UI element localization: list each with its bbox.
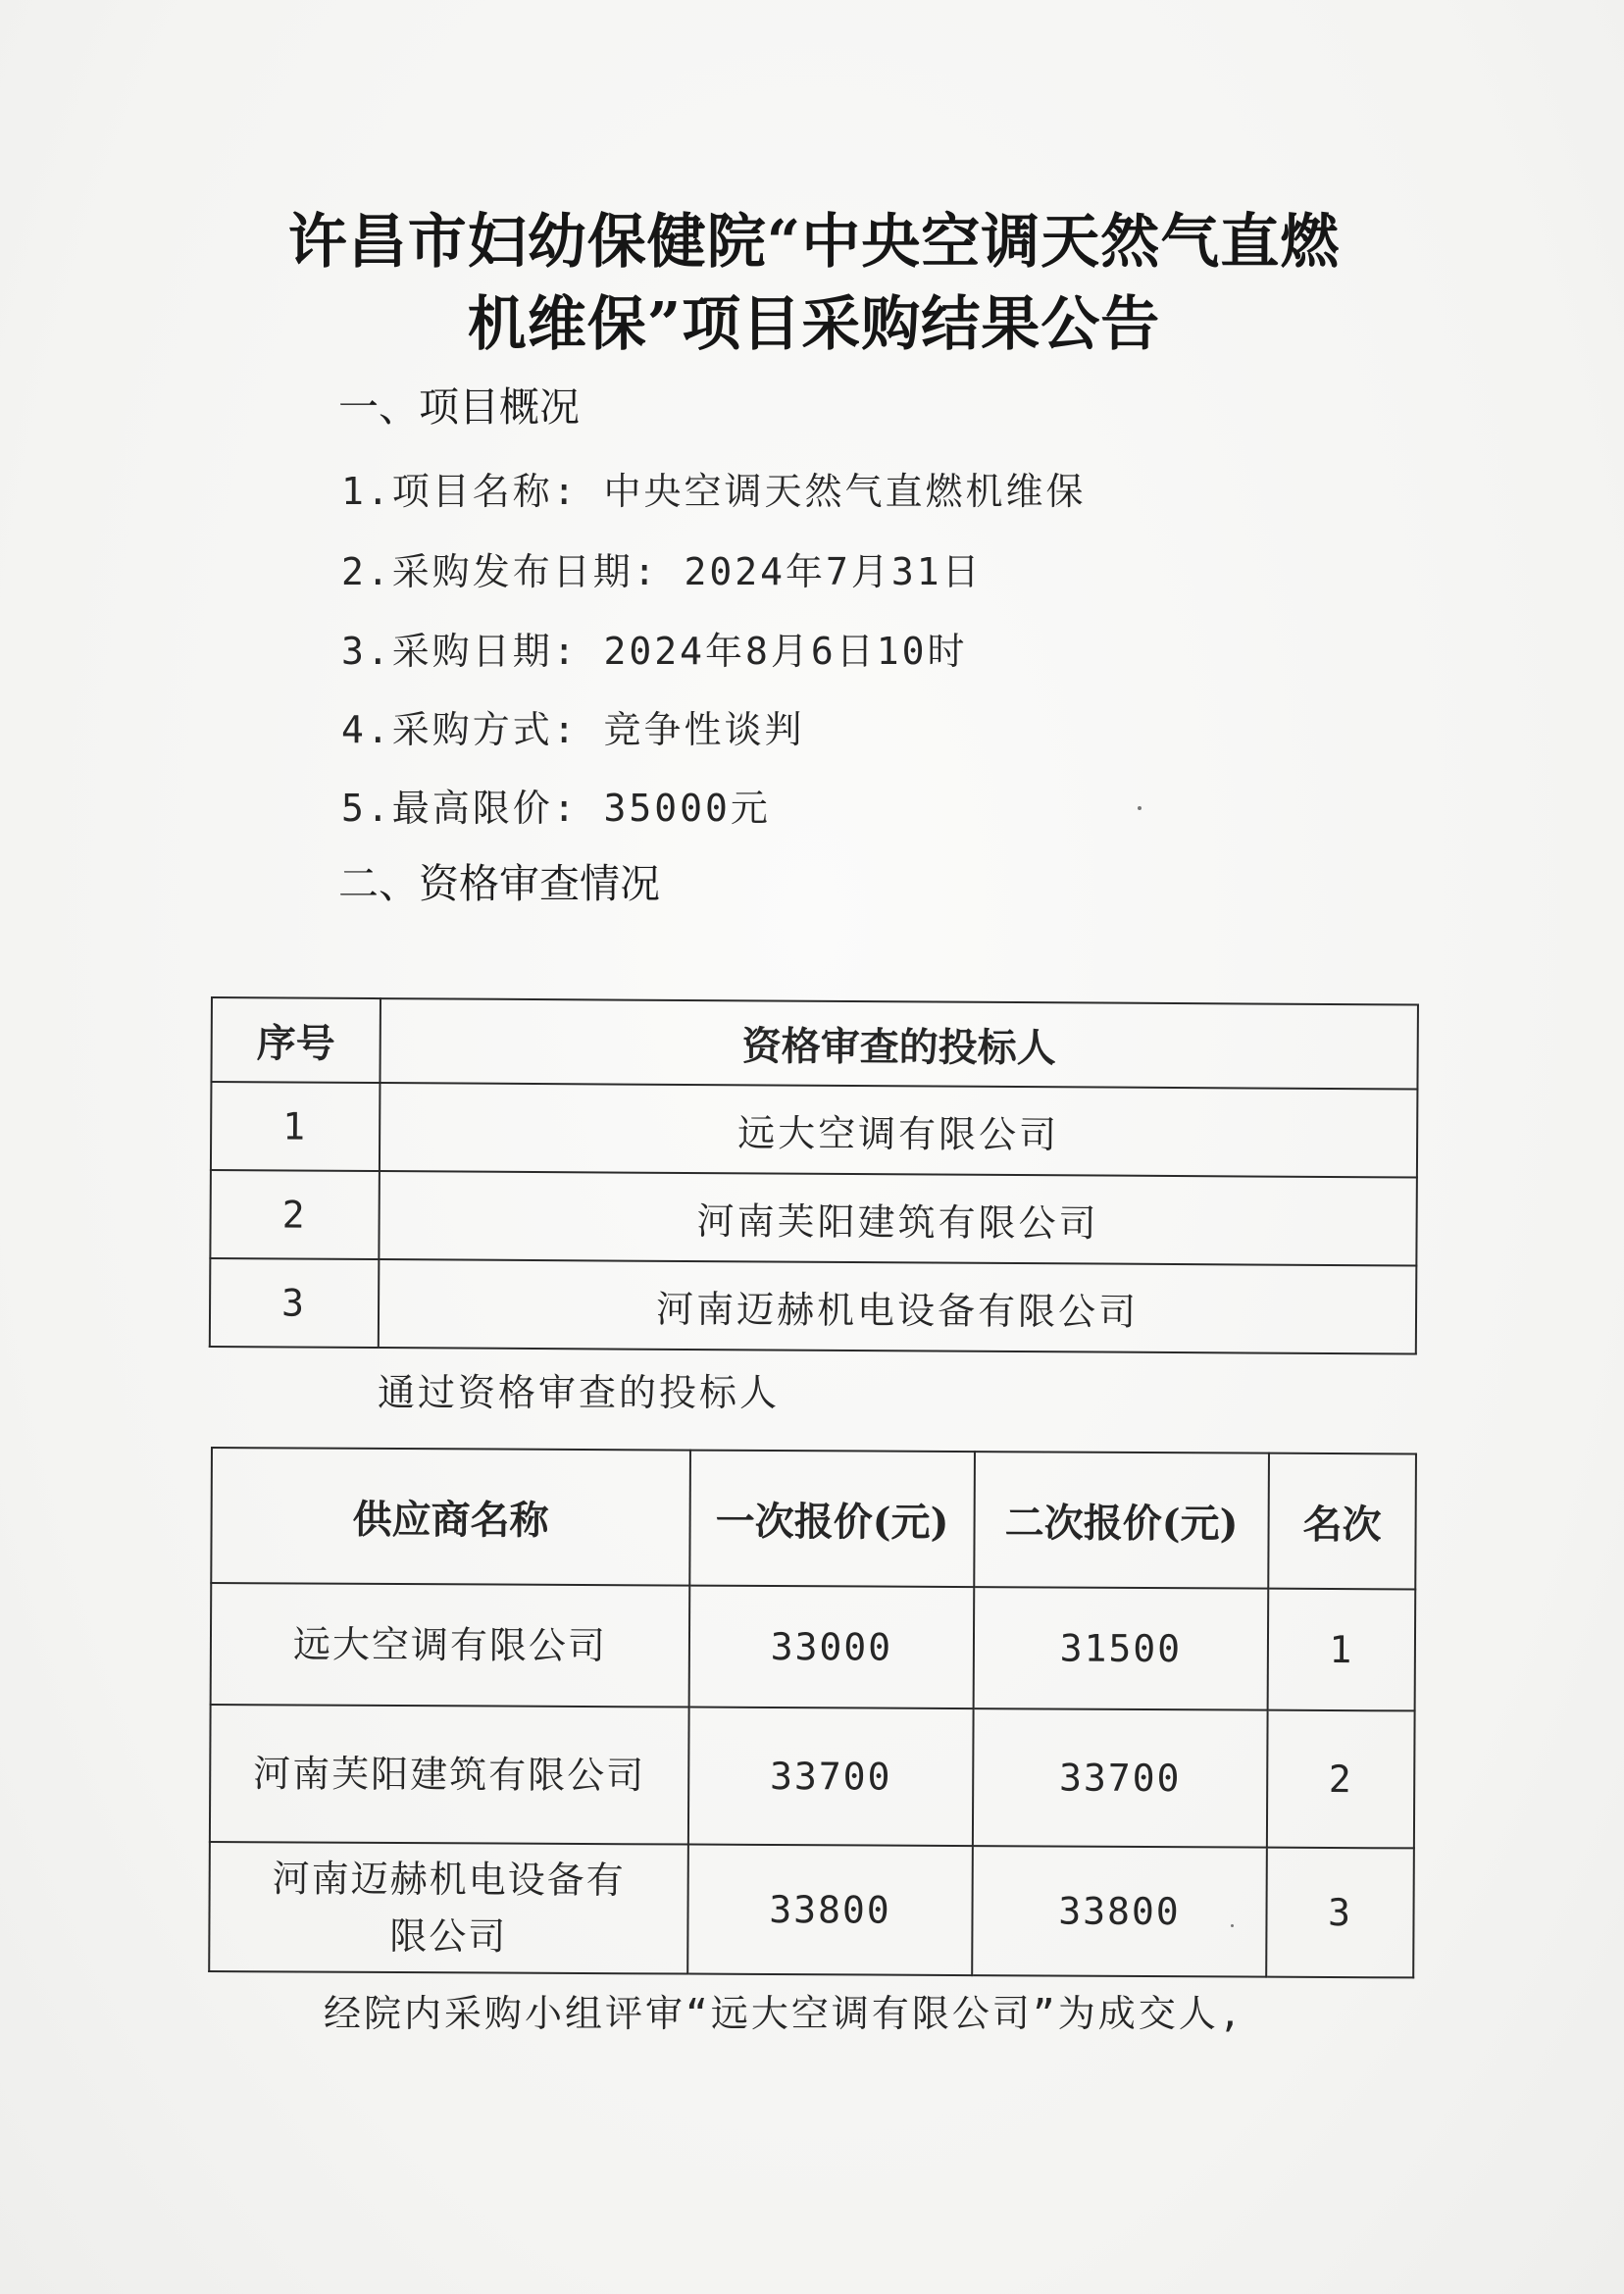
purchase-method-item: 4.采购方式: 竞争性谈判 xyxy=(341,708,805,751)
first-bid: 33700 xyxy=(688,1708,974,1847)
row-index: 2 xyxy=(210,1170,380,1259)
column-header: 一次报价(元) xyxy=(689,1451,975,1588)
table-header-row xyxy=(211,997,1418,1090)
document-title-line2: 机维保”项目采购结果公告 xyxy=(467,290,1161,359)
column-header: 序号 xyxy=(211,997,381,1083)
rank: 2 xyxy=(1267,1710,1415,1849)
section1-heading: 一、项目概况 xyxy=(338,383,580,431)
table-row xyxy=(211,1082,1418,1178)
row-index: 3 xyxy=(210,1258,380,1348)
price-table xyxy=(208,1447,1417,1978)
table-row xyxy=(210,1258,1417,1354)
section2-heading: 二、资格审查情况 xyxy=(338,860,660,907)
column-header: 名次 xyxy=(1268,1453,1416,1590)
supplier-name: 远大空调有限公司 xyxy=(211,1583,690,1708)
second-bid: 33800 xyxy=(972,1846,1267,1977)
bidder-name: 河南芙阳建筑有限公司 xyxy=(379,1171,1417,1265)
first-bid: 33000 xyxy=(689,1586,975,1709)
rank: 3 xyxy=(1266,1848,1414,1978)
table-row xyxy=(211,1583,1416,1710)
bidder-name: 河南迈赫机电设备有限公司 xyxy=(379,1259,1417,1353)
publish-date-item: 2.采购发布日期: 2024年7月31日 xyxy=(341,550,983,593)
table-row xyxy=(210,1705,1415,1848)
row-index: 1 xyxy=(211,1082,381,1171)
scan-speck xyxy=(1138,806,1142,810)
table-header-row xyxy=(211,1448,1416,1589)
project-name-item: 1.项目名称: 中央空调天然气直燃机维保 xyxy=(341,470,1087,513)
passed-bidders-label: 通过资格审查的投标人 xyxy=(378,1371,781,1414)
table-row xyxy=(210,1170,1417,1266)
second-bid: 31500 xyxy=(974,1587,1269,1710)
max-price-item: 5.最高限价: 35000元 xyxy=(341,787,771,830)
column-header: 二次报价(元) xyxy=(974,1452,1269,1589)
first-bid: 33800 xyxy=(687,1845,973,1976)
scan-speck xyxy=(1231,1924,1234,1927)
conclusion-text: 经院内采购小组评审“远大空调有限公司”为成交人, xyxy=(324,1992,1244,2035)
column-header: 资格审查的投标人 xyxy=(380,998,1418,1089)
bidder-name: 远大空调有限公司 xyxy=(380,1083,1418,1177)
qualification-table xyxy=(209,996,1419,1355)
document-title-line1: 许昌市妇幼保健院“中央空调天然气直燃 xyxy=(287,208,1341,277)
supplier-name: 河南迈赫机电设备有限公司 xyxy=(209,1842,688,1974)
table-row xyxy=(209,1842,1414,1977)
supplier-name: 河南芙阳建筑有限公司 xyxy=(210,1705,689,1845)
purchase-date-item: 3.采购日期: 2024年8月6日10时 xyxy=(341,630,968,673)
second-bid: 33700 xyxy=(973,1708,1268,1848)
column-header: 供应商名称 xyxy=(211,1448,690,1586)
rank: 1 xyxy=(1268,1589,1416,1711)
